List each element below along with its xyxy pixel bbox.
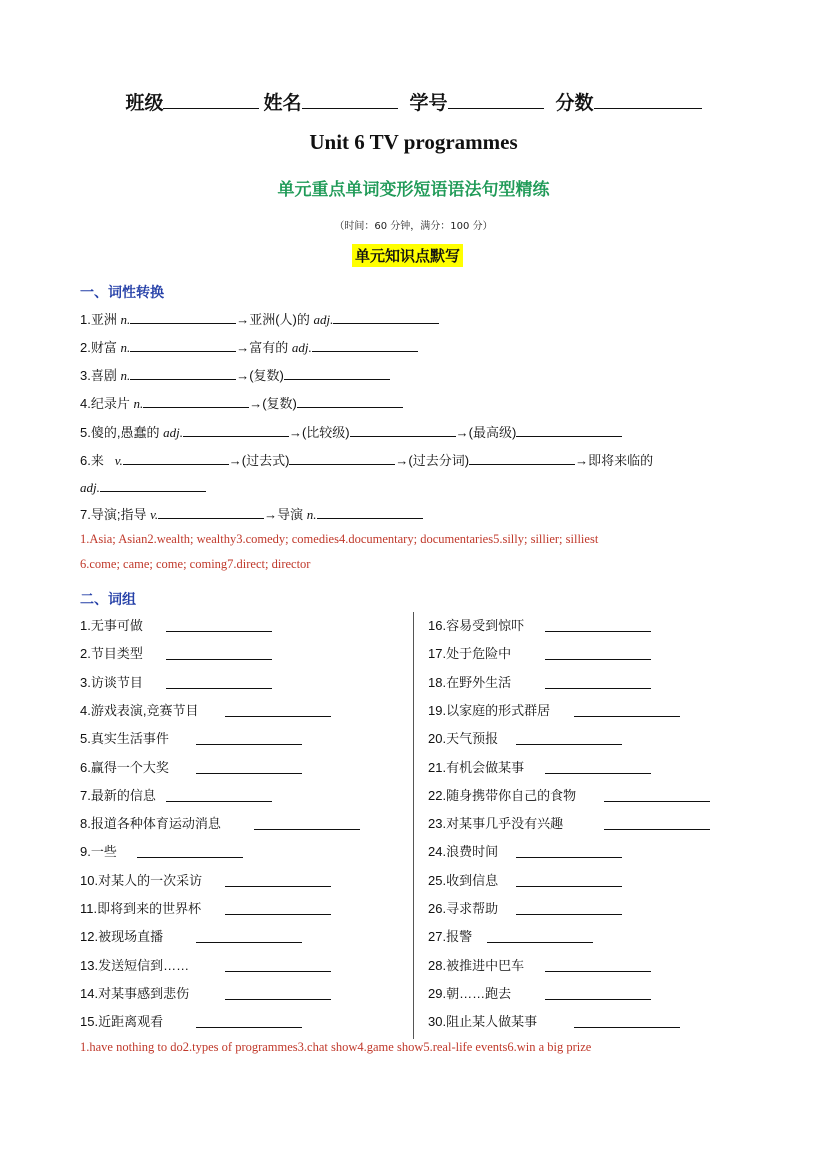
answer-blank[interactable] [516,857,622,858]
answer-blank[interactable] [545,999,651,1000]
answer-blank[interactable] [604,829,710,830]
phrase-item: 13.发送短信到…… [80,957,190,973]
phrase-item: 24.浪费时间 [428,844,499,860]
answer-blank[interactable] [196,942,302,943]
name-label: 姓名 [263,92,302,114]
answer-blank[interactable] [196,744,302,745]
answer-blank[interactable] [516,914,622,915]
phrase-item: 21.有机会做某事 [428,759,525,775]
blank[interactable] [297,394,403,408]
blank[interactable] [100,478,206,492]
blank[interactable] [158,505,264,519]
phrase-item: 16.容易受到惊吓 [428,618,525,633]
answer-blank[interactable] [137,857,243,858]
phrase-item: 25.收到信息 [428,872,499,888]
phrase-item: 27.报警 [428,929,473,945]
answer-blank[interactable] [196,1027,302,1028]
phrase-item: 2.节目类型 [80,646,143,662]
answer-blank[interactable] [545,971,651,972]
phrase-item: 30.阻止某人做某事 [428,1014,538,1030]
phrase-item: 28.被推进中巴车 [428,957,525,973]
answer-blank[interactable] [225,886,331,887]
class-blank[interactable] [163,90,259,109]
phrase-item: 12.被现场直播 [80,929,164,945]
blank[interactable] [350,423,456,437]
blank[interactable] [333,310,439,324]
answer-blank[interactable] [225,999,331,1000]
blank[interactable] [123,451,229,465]
answer-blank[interactable] [166,631,272,632]
blank[interactable] [130,338,236,352]
word-form-q2: 2.财富 n. →富有的 adj. [80,337,418,356]
answer-blank[interactable] [166,659,272,660]
section1-answer-line1: 1.Asia; Asian2.wealth; wealthy3.comedy; comedies4.documentary; documentaries5.silly; sillier; silliest [80,532,599,546]
phrase-item: 6.赢得一个大奖 [80,759,169,775]
student-info-line [0,88,827,118]
phrase-item: 18.在野外生活 [428,674,512,690]
score-label: 分数 [555,92,594,114]
blank[interactable] [289,451,395,465]
blank[interactable] [130,366,236,380]
section2-answer-line: 1.have nothing to do2.types of programmes3.chat show4.game show5.real-life events6.win a big prize [80,1040,592,1054]
score-blank[interactable] [594,90,702,109]
answer-blank[interactable] [545,659,651,660]
phrase-item: 22.随身携带你自己的食物 [428,787,577,803]
section-banner: 单元知识点默写 [352,244,463,267]
phrase-item: 23.对某事几乎没有兴趣 [428,816,564,832]
phrase-item: 15.近距离观看 [80,1014,164,1030]
blank[interactable] [312,338,418,352]
answer-blank[interactable] [574,716,680,717]
phrase-item: 4.游戏表演,竞赛节目 [80,702,199,718]
word-form-q3: 3.喜剧 n. →(复数) [80,365,390,384]
blank[interactable] [130,310,236,324]
blank[interactable] [143,394,249,408]
section2-heading: 二、词组 [80,592,136,608]
answer-blank[interactable] [166,688,272,689]
phrase-item: 5.真实生活事件 [80,731,169,747]
phrase-item: 29.朝……跑去 [428,985,512,1001]
answer-blank[interactable] [516,886,622,887]
word-form-q4: 4.纪录片 n. →(复数) [80,393,403,412]
word-form-q7: 7.导演;指导 v. →导演 n. [80,504,423,523]
page-title: Unit 6 TV programmes [309,130,518,154]
answer-blank[interactable] [516,744,622,745]
name-blank[interactable] [302,90,398,109]
answer-blank[interactable] [225,971,331,972]
answer-blank[interactable] [604,801,710,802]
phrase-item: 19.以家庭的形式群居 [428,702,551,718]
phrase-item: 20.天气预报 [428,731,499,747]
blank[interactable] [469,451,575,465]
word-form-q1: 1.亚洲 n. →亚洲(人)的 adj. [80,309,439,328]
phrase-item: 9.一些 [80,844,117,860]
phrase-item: 3.访谈节目 [80,674,143,690]
answer-blank[interactable] [225,716,331,717]
answer-blank[interactable] [545,631,651,632]
answer-blank[interactable] [166,801,272,802]
phrase-item: 1.无事可做 [80,618,143,633]
student-id-label: 学号 [409,92,448,114]
word-form-q6: 6.来 v. →(过去式) →(过去分词) →即将来临的 [80,453,654,468]
student-id-blank[interactable] [448,90,544,109]
answer-blank[interactable] [574,1027,680,1028]
blank[interactable] [284,366,390,380]
phrase-item: 17.处于危险中 [428,646,512,662]
phrase-item: 14.对某事感到悲伤 [80,985,190,1001]
word-form-q5: 5.傻的,愚蠢的 adj. →(比较级) →(最高级) [80,422,622,441]
answer-blank[interactable] [545,688,651,689]
section1-answer-line2: 6.come; came; come; coming7.direct; director [80,557,311,571]
time-info: （时间：60 分钟，满分：100 分） [334,221,493,232]
answer-blank[interactable] [196,773,302,774]
page-subtitle: 单元重点单词变形短语语法句型精练 [277,180,550,200]
column-divider [413,612,414,1039]
answer-blank[interactable] [487,942,593,943]
blank[interactable] [183,423,289,437]
phrase-item: 11.即将到来的世界杯 [80,901,202,916]
word-form-q6-cont: adj. [80,478,206,496]
blank[interactable] [516,423,622,437]
phrase-item: 8.报道各种体育运动消息 [80,816,221,832]
blank[interactable] [317,505,423,519]
section1-heading: 一、词性转换 [80,285,164,301]
phrase-item: 10.对某人的一次采访 [80,872,203,888]
answer-blank[interactable] [545,773,651,774]
phrase-item: 26.寻求帮助 [428,901,499,916]
phrase-item: 7.最新的信息 [80,787,156,803]
answer-blank[interactable] [254,829,360,830]
answer-blank[interactable] [225,914,331,915]
class-label: 班级 [125,92,164,114]
